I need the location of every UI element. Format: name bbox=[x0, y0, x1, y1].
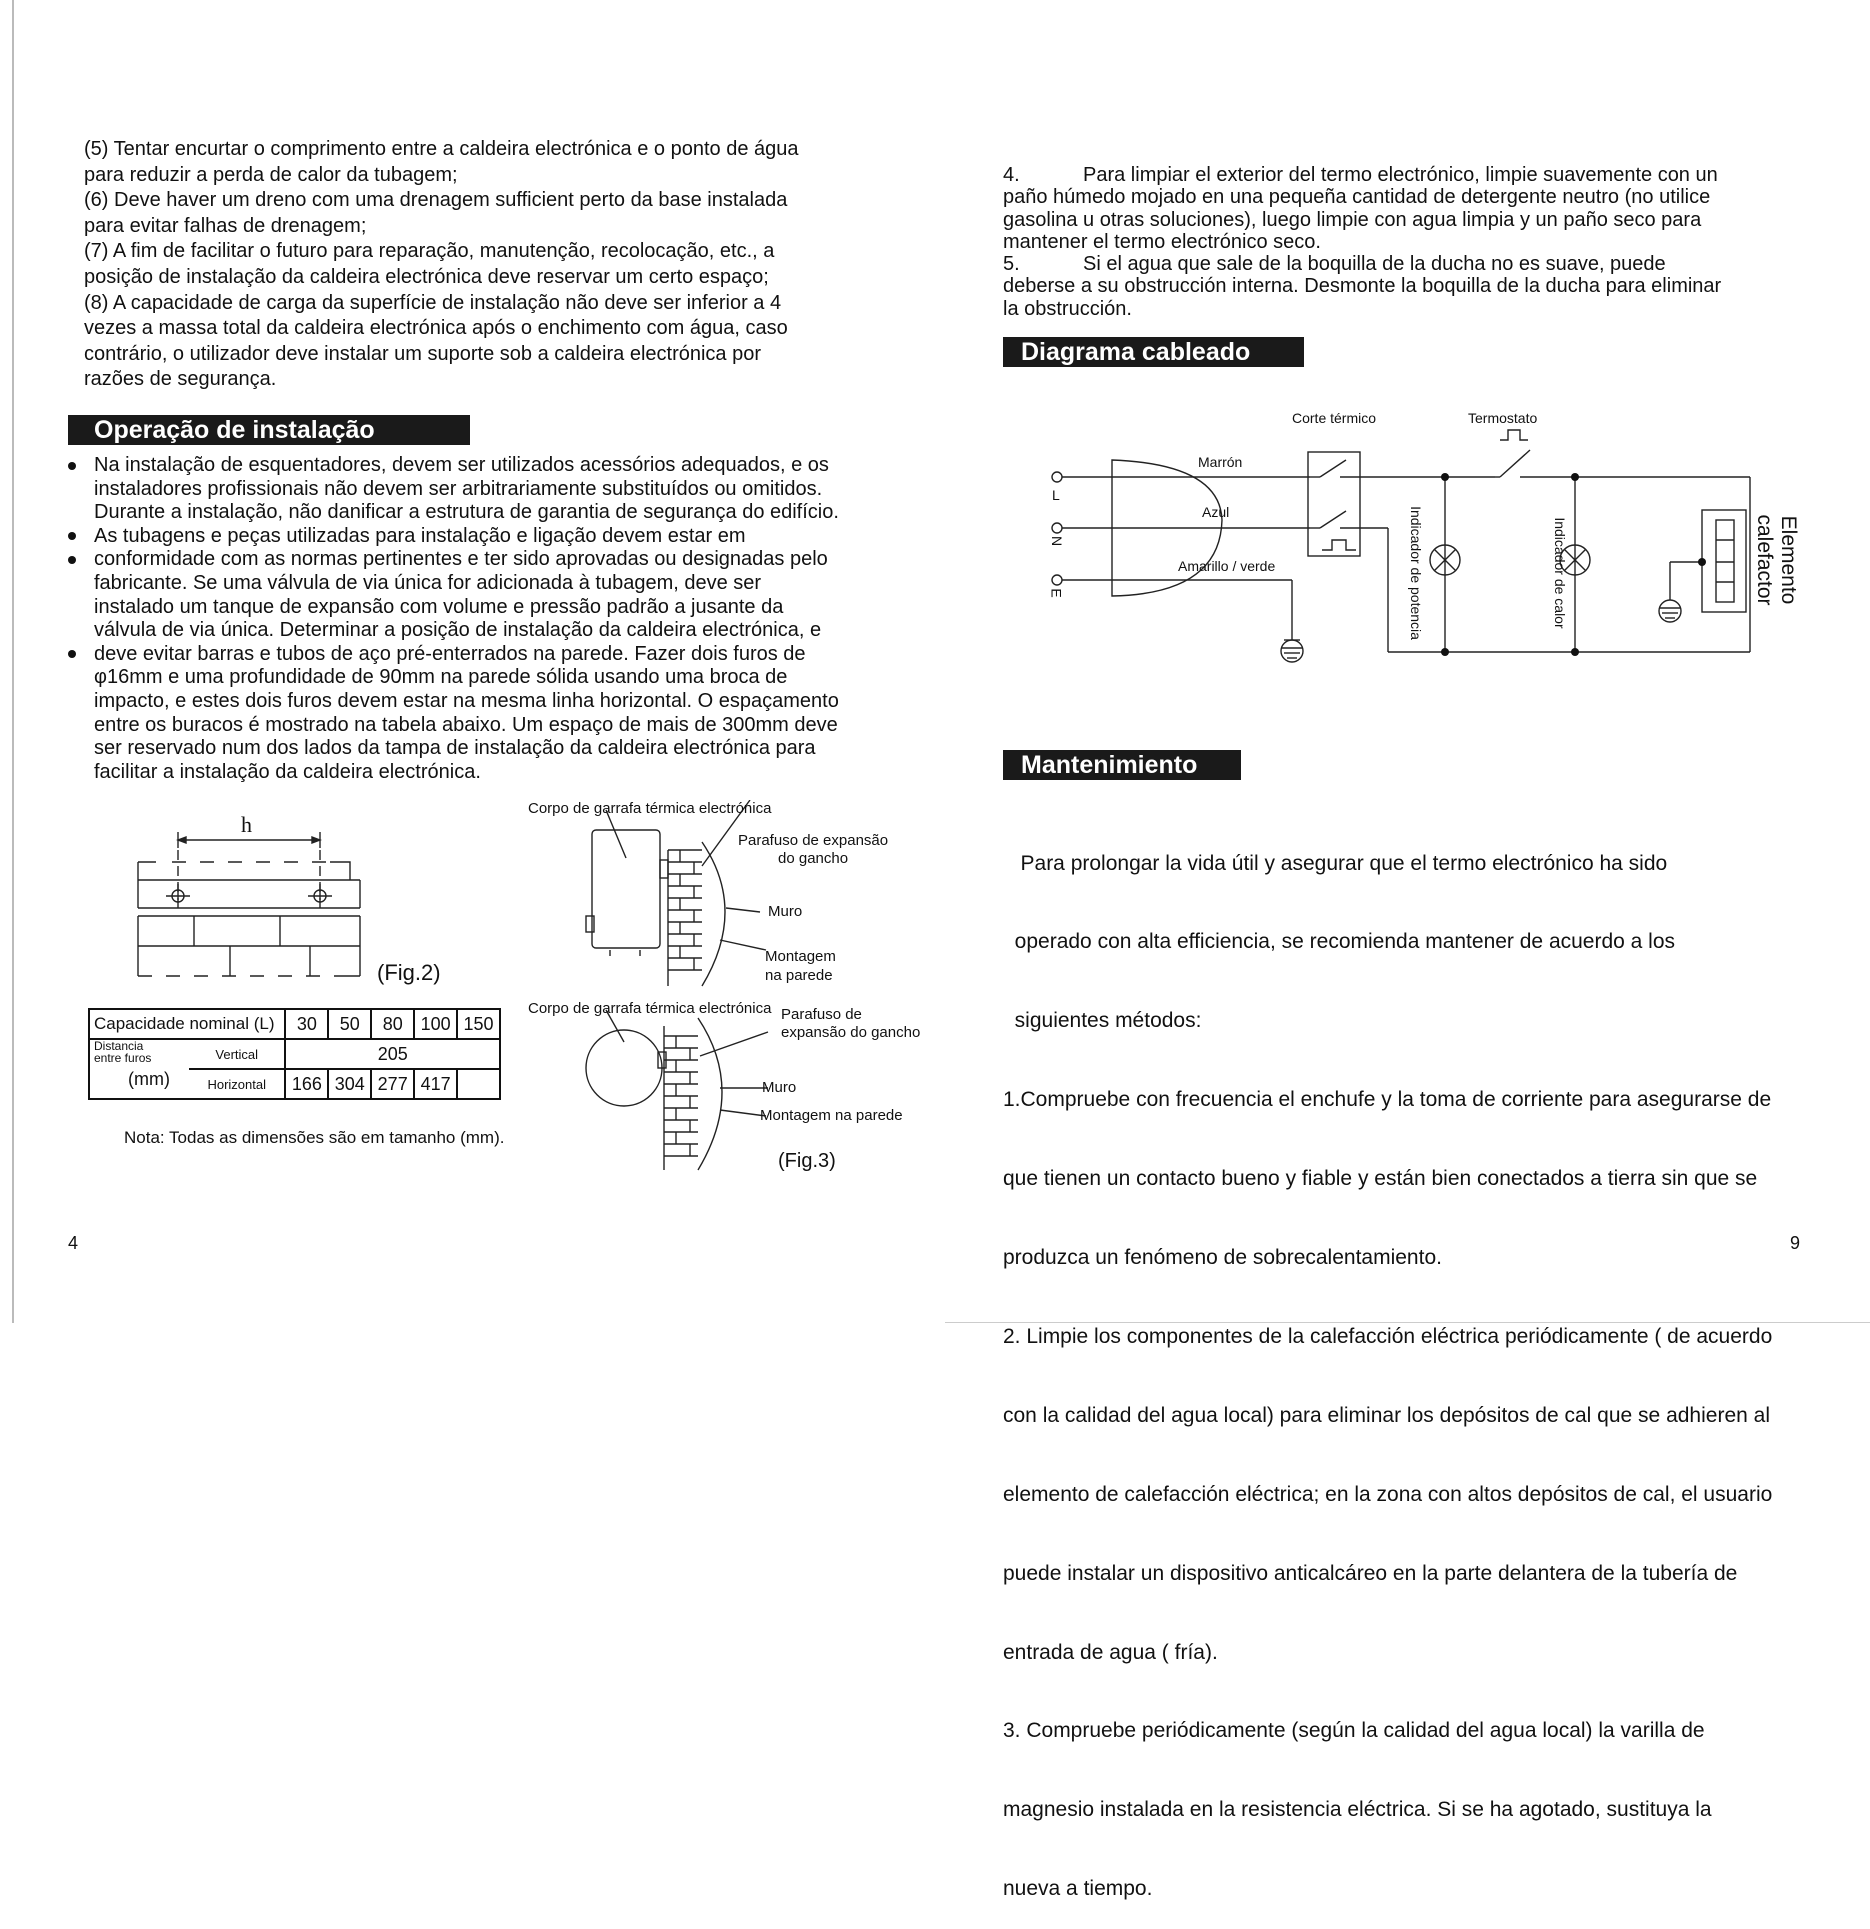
page-number-right: 9 bbox=[1790, 1233, 1801, 1253]
intro-line: posição de instalação da caldeira electrónica deve reservar um certo espaço; bbox=[84, 265, 769, 288]
maint-line: produzca un fenómeno de sobrecalentamiento. bbox=[1003, 1246, 1442, 1270]
wiring-diagram bbox=[1040, 400, 1820, 680]
intro-line: gasolina u otras soluciones), luego limpie con agua limpia y un paño seco para bbox=[1003, 208, 1702, 231]
thermal-cut-label: Corte térmico bbox=[1292, 410, 1377, 426]
table-cell: 150 bbox=[457, 1009, 500, 1039]
table-cell: 100 bbox=[414, 1009, 457, 1039]
bullet-line: conformidade com as normas pertinentes e ter sido aprovadas ou designadas pelo bbox=[94, 548, 828, 571]
dist-label-1: Distancia bbox=[94, 1039, 144, 1053]
blue-wire-label: Azul bbox=[1202, 504, 1230, 520]
power-indicator-label: Indicador de potencia bbox=[1408, 506, 1424, 640]
maint-line: elemento de calefacción eléctrica; en la zona con altos depósitos de cal, el usuario bbox=[1003, 1482, 1773, 1506]
terminal-E: E bbox=[1048, 588, 1065, 598]
fig2-caption: (Fig.2) bbox=[377, 960, 441, 985]
intro-text: Si el agua que sale de la boquilla de la ducha no es suave, puede bbox=[1083, 253, 1666, 276]
fig3-top-mount-1: Montagem bbox=[765, 948, 836, 965]
heating-element-label-1: Elemento bbox=[1777, 515, 1800, 605]
maint-line: entrada de agua ( fría). bbox=[1003, 1640, 1218, 1664]
bullet-dot bbox=[68, 556, 76, 564]
bullet-line: entre os buracos é mostrado na tabela abaixo. Um espaço de mais de 300mm deve bbox=[94, 713, 838, 736]
install-bullets bbox=[94, 454, 894, 784]
table-cell: Horizontal bbox=[189, 1069, 285, 1099]
intro-text: Para limpiar el exterior del termo electrónico, limpie suavemente con un bbox=[1083, 164, 1718, 186]
left-intro bbox=[84, 137, 864, 393]
thermostat-label: Termostato bbox=[1468, 410, 1538, 426]
table-cell: 50 bbox=[328, 1009, 371, 1039]
fig3-top-body: Corpo de garrafa térmica electrónica bbox=[528, 800, 772, 817]
table-cell: 80 bbox=[371, 1009, 414, 1039]
intro-line: (6) Deve haver um dreno com uma drenagem sufficient perto da base instalada bbox=[84, 189, 788, 212]
intro-line: vezes a massa total da caldeira electrónica após o enchimento com água, caso bbox=[84, 317, 788, 340]
table-cell: 277 bbox=[371, 1069, 414, 1099]
table-cell bbox=[89, 1039, 189, 1099]
fig3-bot-mount: Montagem na parede bbox=[760, 1107, 903, 1124]
table-cell: 166 bbox=[285, 1069, 328, 1099]
bullet-line: válvula de via única. Determinar a posição de instalação da caldeira electrónica, e bbox=[94, 619, 822, 642]
maint-line: puede instalar un dispositivo anticalcáreo en la parte delantera de la tubería de bbox=[1003, 1561, 1738, 1585]
fig2-h-label: h bbox=[241, 812, 252, 837]
page-number-left: 4 bbox=[68, 1233, 79, 1253]
intro-line: contrário, o utilizador deve instalar um suporte sob a caldeira electrónica por bbox=[84, 342, 762, 365]
maint-line: 2. Limpie los componentes de la calefacción eléctrica periódicamente ( de acuerdo bbox=[1003, 1324, 1773, 1348]
intro-line: (8) A capacidade de carga da superfície de instalação não deve ser inferior a 4 bbox=[84, 291, 782, 314]
item-number: 4. bbox=[1003, 164, 1020, 186]
item-number: 5. bbox=[1003, 253, 1020, 276]
section-title-maintenance: Mantenimiento bbox=[1003, 750, 1241, 780]
bullet-line: ser reservado num dos lados da tampa de instalação da caldeira electrónica para bbox=[94, 737, 816, 760]
intro-line: mantener el termo electrónico seco. bbox=[1003, 230, 1321, 253]
heating-element-label-2: calefactor bbox=[1753, 514, 1776, 606]
intro-line: para reduzir a perda de calor da tubagem; bbox=[84, 163, 458, 186]
dimension-note: Nota: Todas as dimensões são em tamanho (mm). bbox=[124, 1128, 505, 1147]
right-intro bbox=[1003, 164, 1823, 320]
maint-line: con la calidad del agua local) para eliminar los depósitos de cal que se adhieren al bbox=[1003, 1403, 1770, 1427]
terminal-N: N bbox=[1049, 535, 1066, 547]
fig3-bot-wall: Muro bbox=[762, 1079, 797, 1096]
intro-line: razões de segurança. bbox=[84, 368, 277, 391]
intro-line: (7) A fim de facilitar o futuro para reparação, manutenção, recolocação, etc., a bbox=[84, 240, 775, 263]
terminal-L: L bbox=[1052, 487, 1060, 503]
maint-line: siguientes métodos: bbox=[1003, 1009, 1202, 1033]
table-cell: 30 bbox=[285, 1009, 328, 1039]
fig3-bot-screw-2: expansão do gancho bbox=[781, 1024, 921, 1041]
mm-label: (mm) bbox=[128, 1069, 170, 1089]
dist-label-2: entre furos bbox=[94, 1051, 152, 1065]
table-cell: 205 bbox=[285, 1039, 500, 1069]
maintenance-text bbox=[1003, 798, 1833, 1929]
intro-line: la obstrucción. bbox=[1003, 297, 1132, 320]
maint-line: que tienen un contacto bueno y fiable y están bien conectados a tierra sin que se bbox=[1003, 1167, 1758, 1191]
maint-line: Para prolongar la vida útil y asegurar que el termo electrónico ha sido bbox=[1003, 851, 1668, 875]
bullet-line: Na instalação de esquentadores, devem ser utilizados acessórios adequados, e os bbox=[94, 454, 829, 476]
maint-line: nueva a tiempo. bbox=[1003, 1877, 1153, 1901]
bullet-line: deve evitar barras e tubos de aço pré-enterrados na parede. Fazer dois furos de bbox=[94, 642, 806, 665]
heat-indicator-label: Indicador de calor bbox=[1552, 517, 1568, 629]
intro-line: (5) Tentar encurtar o comprimento entre a caldeira electrónica e o ponto de água bbox=[84, 138, 799, 160]
bullet-line: instalado um tanque de expansão com volume e pressão padrão a jusante da bbox=[94, 595, 784, 618]
fig3-caption: (Fig.3) bbox=[778, 1150, 836, 1172]
earth-wire-label: Amarillo / verde bbox=[1178, 558, 1276, 574]
page-edge bbox=[12, 0, 14, 1323]
fig3-top-mount-2: na parede bbox=[765, 967, 833, 984]
section-title-install: Operação de instalação bbox=[68, 415, 470, 445]
bullet-dot bbox=[68, 650, 76, 658]
fig3-bot-screw-1: Parafuso de bbox=[781, 1006, 862, 1023]
bullet-line: impacto, e estes dois furos devem estar na mesma linha horizontal. O espaçamento bbox=[94, 689, 839, 712]
fig3-top-screw-1: Parafuso de expansão bbox=[738, 832, 889, 849]
maint-line: 1.Compruebe con frecuencia el enchufe y la toma de corriente para asegurarse de bbox=[1003, 1088, 1772, 1112]
bullet-line: fabricante. Se uma válvula de via única for adicionada à tubagem, deve ser bbox=[94, 571, 762, 594]
table-cell: 304 bbox=[328, 1069, 371, 1099]
intro-line-5 bbox=[1003, 253, 1823, 275]
intro-line-4 bbox=[1003, 164, 1823, 186]
capacity-table bbox=[88, 1008, 501, 1100]
table-row bbox=[89, 1009, 500, 1039]
table-cell: Vertical bbox=[189, 1039, 285, 1069]
section-title-wiring: Diagrama cableado bbox=[1003, 337, 1304, 367]
bullet-dot bbox=[68, 532, 76, 540]
fig3-top-screw-2: do gancho bbox=[778, 850, 849, 867]
intro-line: deberse a su obstrucción interna. Desmonte la boquilla de la ducha para eliminar bbox=[1003, 275, 1722, 298]
fig3-bot-body: Corpo de garrafa térmica electrónica bbox=[528, 1000, 772, 1017]
bullet-line: instaladores profissionais não devem ser arbitrariamente substituídos ou omitidos. bbox=[94, 477, 823, 500]
table-cell: Capacidade nominal (L) bbox=[89, 1009, 285, 1039]
maint-line: operado con alta efficiencia, se recomienda mantener de acuerdo a los bbox=[1003, 930, 1676, 954]
brown-wire-label: Marrón bbox=[1198, 454, 1243, 470]
intro-line: paño húmedo mojado en una pequeña cantidad de detergente neutro (no utilice bbox=[1003, 186, 1711, 209]
bullet-dot bbox=[68, 462, 76, 470]
fig3-mount-diagram bbox=[580, 800, 780, 1180]
bullet-line: φ16mm e uma profundidade de 90mm na parede sólida usando uma broca de bbox=[94, 666, 788, 689]
maint-line: 3. Compruebe periódicamente (según la calidad del agua local) la varilla de bbox=[1003, 1719, 1705, 1743]
fig3-top-wall: Muro bbox=[768, 903, 803, 920]
table-cell: 417 bbox=[414, 1069, 457, 1099]
table-row bbox=[89, 1039, 500, 1069]
bullet-line: facilitar a instalação da caldeira electrónica. bbox=[94, 760, 481, 783]
bullet-line: As tubagens e peças utilizadas para instalação e ligação devem estar em bbox=[94, 524, 746, 547]
bullet-line: Durante a instalação, não danificar a estrutura de garantia de segurança do edifício. bbox=[94, 501, 839, 524]
table-cell bbox=[457, 1069, 500, 1099]
maint-line: magnesio instalada en la resistencia eléctrica. Si se ha agotado, sustituya la bbox=[1003, 1798, 1712, 1822]
intro-line: para evitar falhas de drenagem; bbox=[84, 214, 367, 237]
